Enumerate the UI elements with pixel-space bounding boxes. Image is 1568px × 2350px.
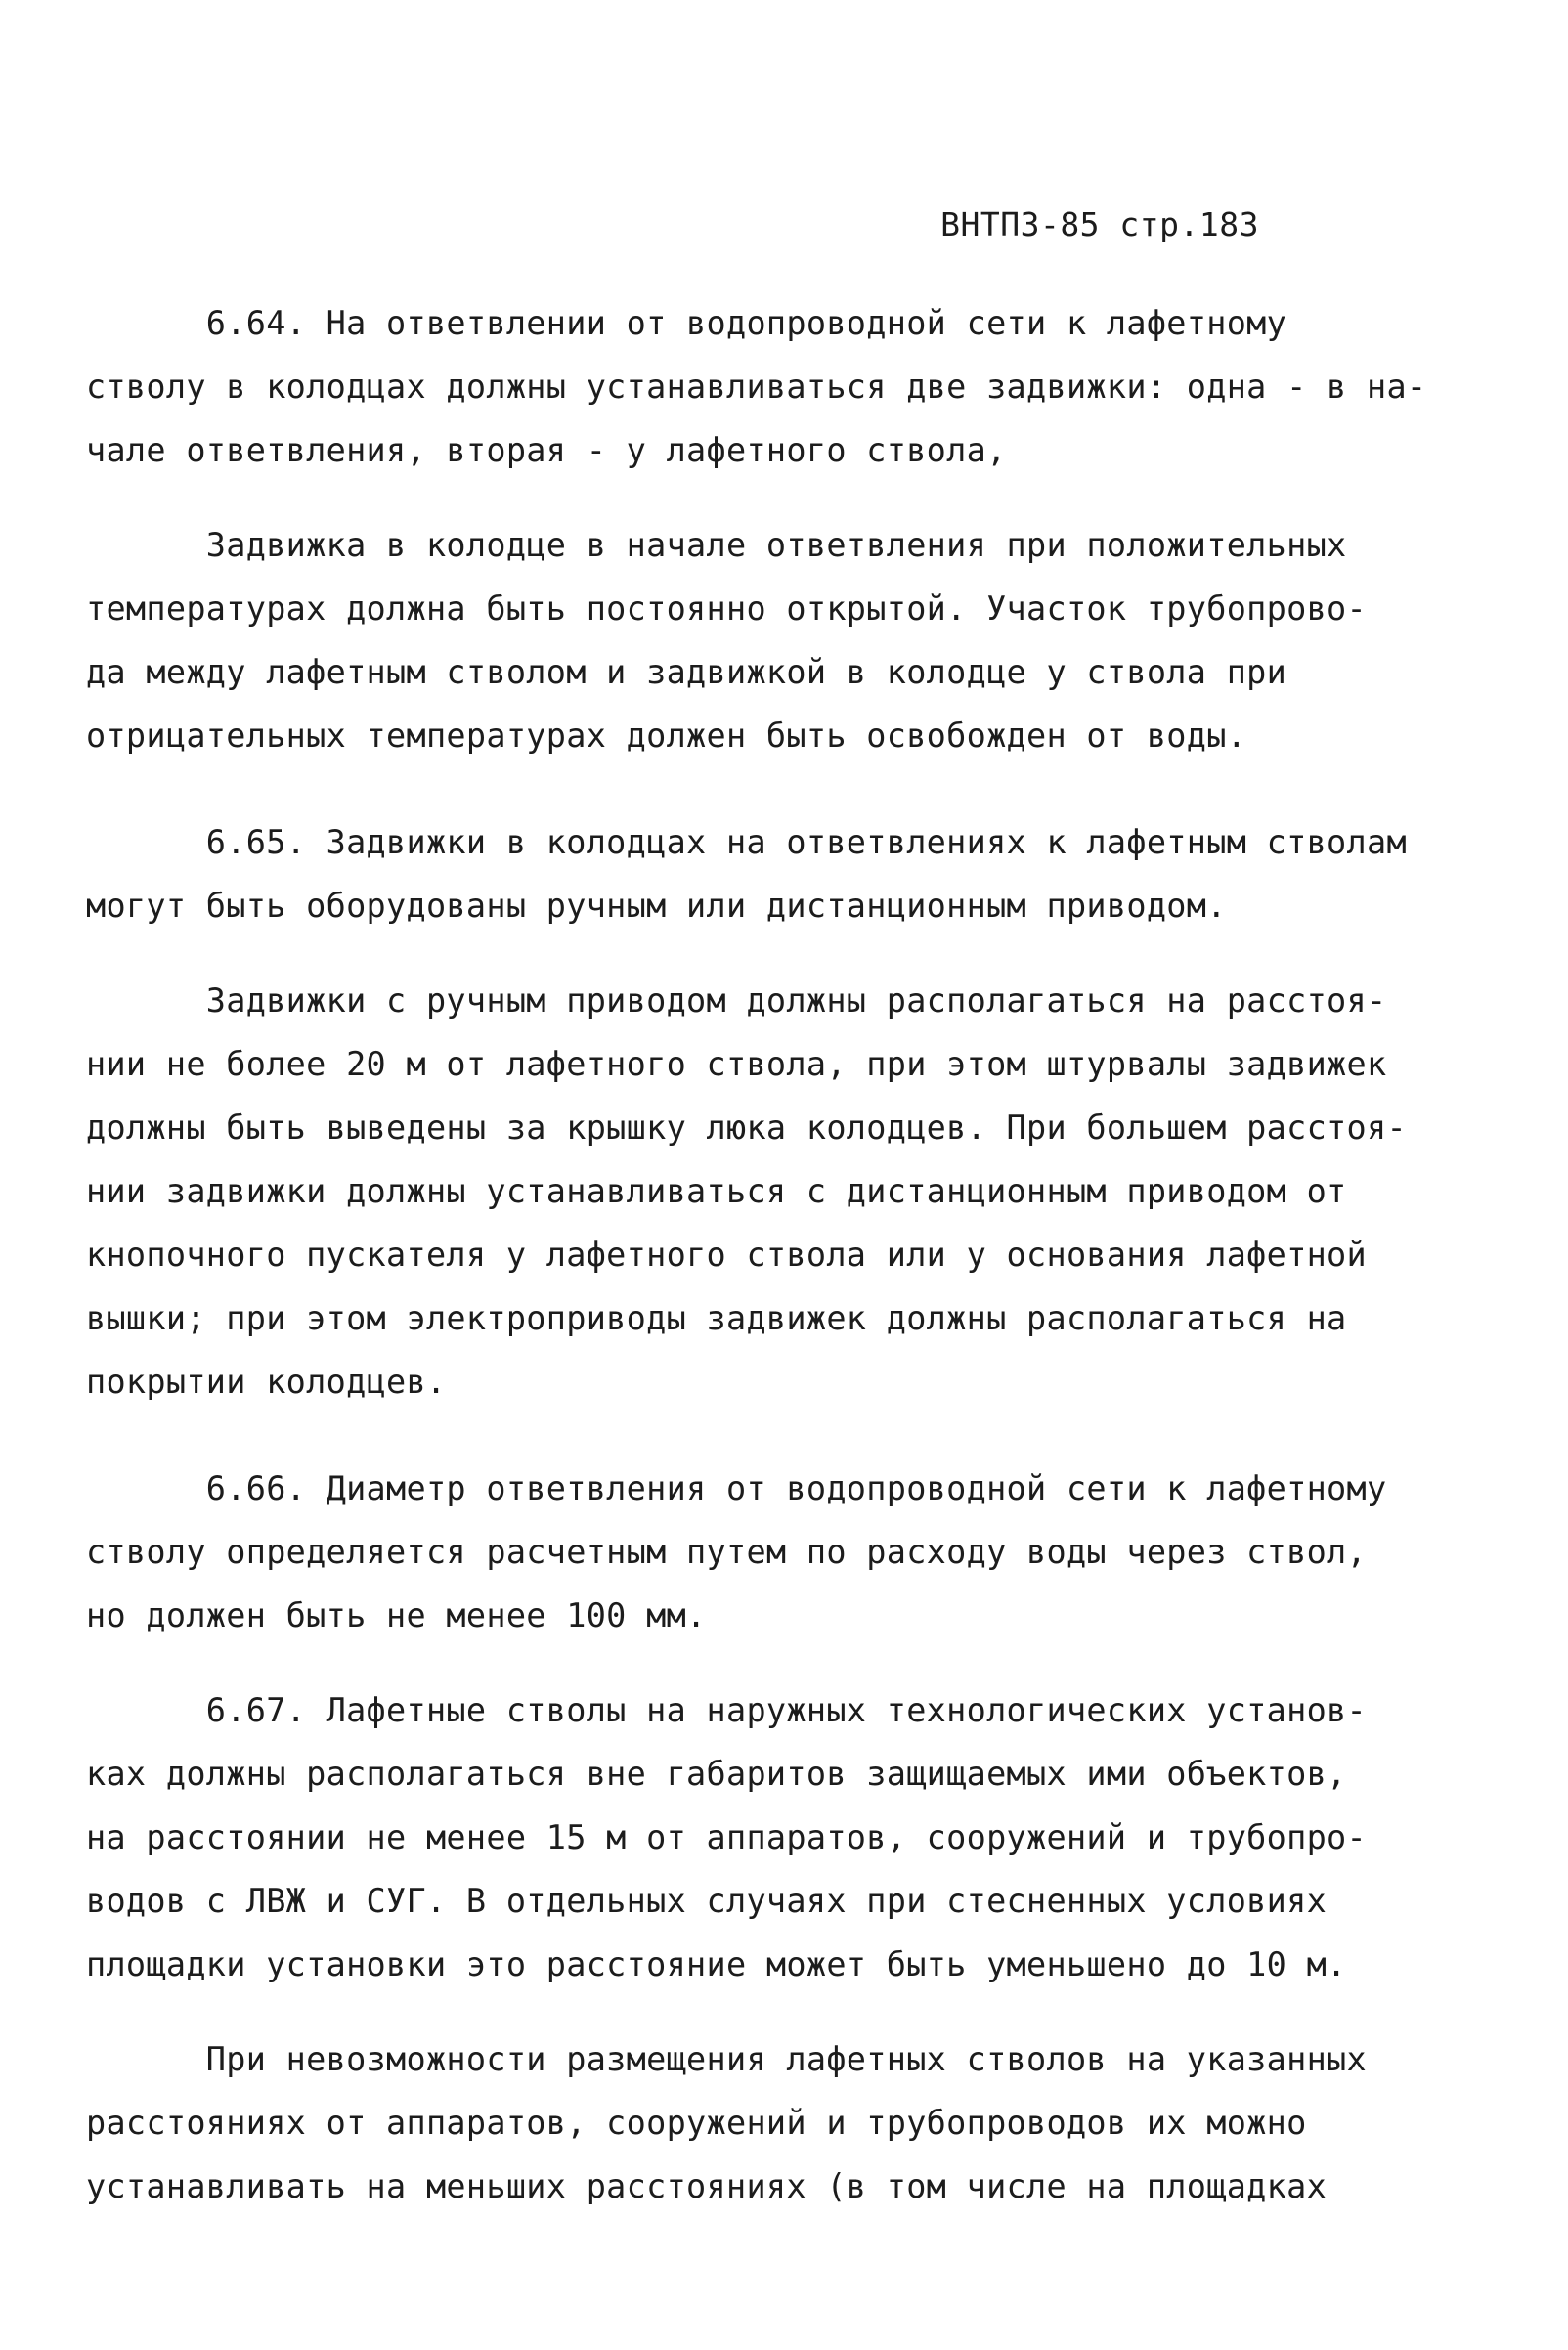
paragraph-6-66 [86,1457,1387,1647]
paragraph-valve-temperature [86,513,1367,767]
text-line: покрытии колодцев. [86,1363,447,1401]
text-line: расстояниях от аппаратов, сооружений и трубопроводов их можно [86,2104,1307,2142]
text-line: 6.66. Диаметр ответвления от водопроводной сети к лафетному [86,1469,1387,1507]
document-body [86,291,1427,2218]
text-line: устанавливать на меньших расстояниях (в том числе на площадках [86,2167,1328,2205]
paragraph-6-67 [86,1678,1367,1996]
paragraph-6-64 [86,291,1427,482]
paragraph-manual-drive [86,969,1407,1414]
text-line: 6.64. На ответвлении от водопроводной сети к лафетному [86,304,1287,342]
text-line: Задвижка в колодце в начале ответвления при положительных [86,526,1347,564]
text-line: 6.67. Лафетные стволы на наружных технологических установ- [86,1691,1367,1729]
paragraph-placement-limits [86,2027,1367,2218]
text-line: При невозможности размещения лафетных стволов на указанных [86,2040,1367,2078]
text-line: кнопочного пускателя у лафетного ствола или у основания лафетной [86,1236,1367,1274]
text-line: водов с ЛВЖ и СУГ. В отдельных случаях при стесненных условиях [86,1882,1328,1920]
text-line: ках должны располагаться вне габаритов защищаемых ими объектов, [86,1755,1347,1793]
text-line: но должен быть не менее 100 мм. [86,1596,707,1634]
text-line: отрицательных температурах должен быть освобожден от воды. [86,717,1247,755]
text-line: нии не более 20 м от лафетного ствола, при этом штурвалы задвижек [86,1045,1387,1083]
text-line: на расстоянии не менее 15 м от аппаратов, сооружений и трубопро- [86,1818,1367,1856]
page-header: ВНТПЗ-85 стр.183 [940,205,1259,243]
text-line: 6.65. Задвижки в колодцах на ответвлениях к лафетным стволам [86,823,1407,861]
text-line: вышки; при этом электроприводы задвижек должны располагаться на [86,1299,1347,1337]
text-line: да между лафетным стволом и задвижкой в колодце у ствола при [86,653,1287,691]
text-line: должны быть выведены за крышку люка колодцев. При большем расстоя- [86,1109,1407,1147]
text-line: Задвижки с ручным приводом должны располагаться на расстоя- [86,981,1387,1020]
text-line: нии задвижки должны устанавливаться с дистанционным приводом от [86,1172,1347,1210]
text-line: стволу в колодцах должны устанавливаться две задвижки: одна - в на- [86,368,1427,406]
text-line: площадки установки это расстояние может быть уменьшено до 10 м. [86,1945,1347,1983]
text-line: температурах должна быть постоянно открытой. Участок трубопрово- [86,589,1367,628]
text-line: стволу определяется расчетным путем по расходу воды через ствол, [86,1533,1367,1571]
paragraph-6-65 [86,810,1407,937]
text-line: могут быть оборудованы ручным или дистанционным приводом. [86,887,1227,925]
text-line: чале ответвления, вторая - у лафетного ствола, [86,431,1007,469]
